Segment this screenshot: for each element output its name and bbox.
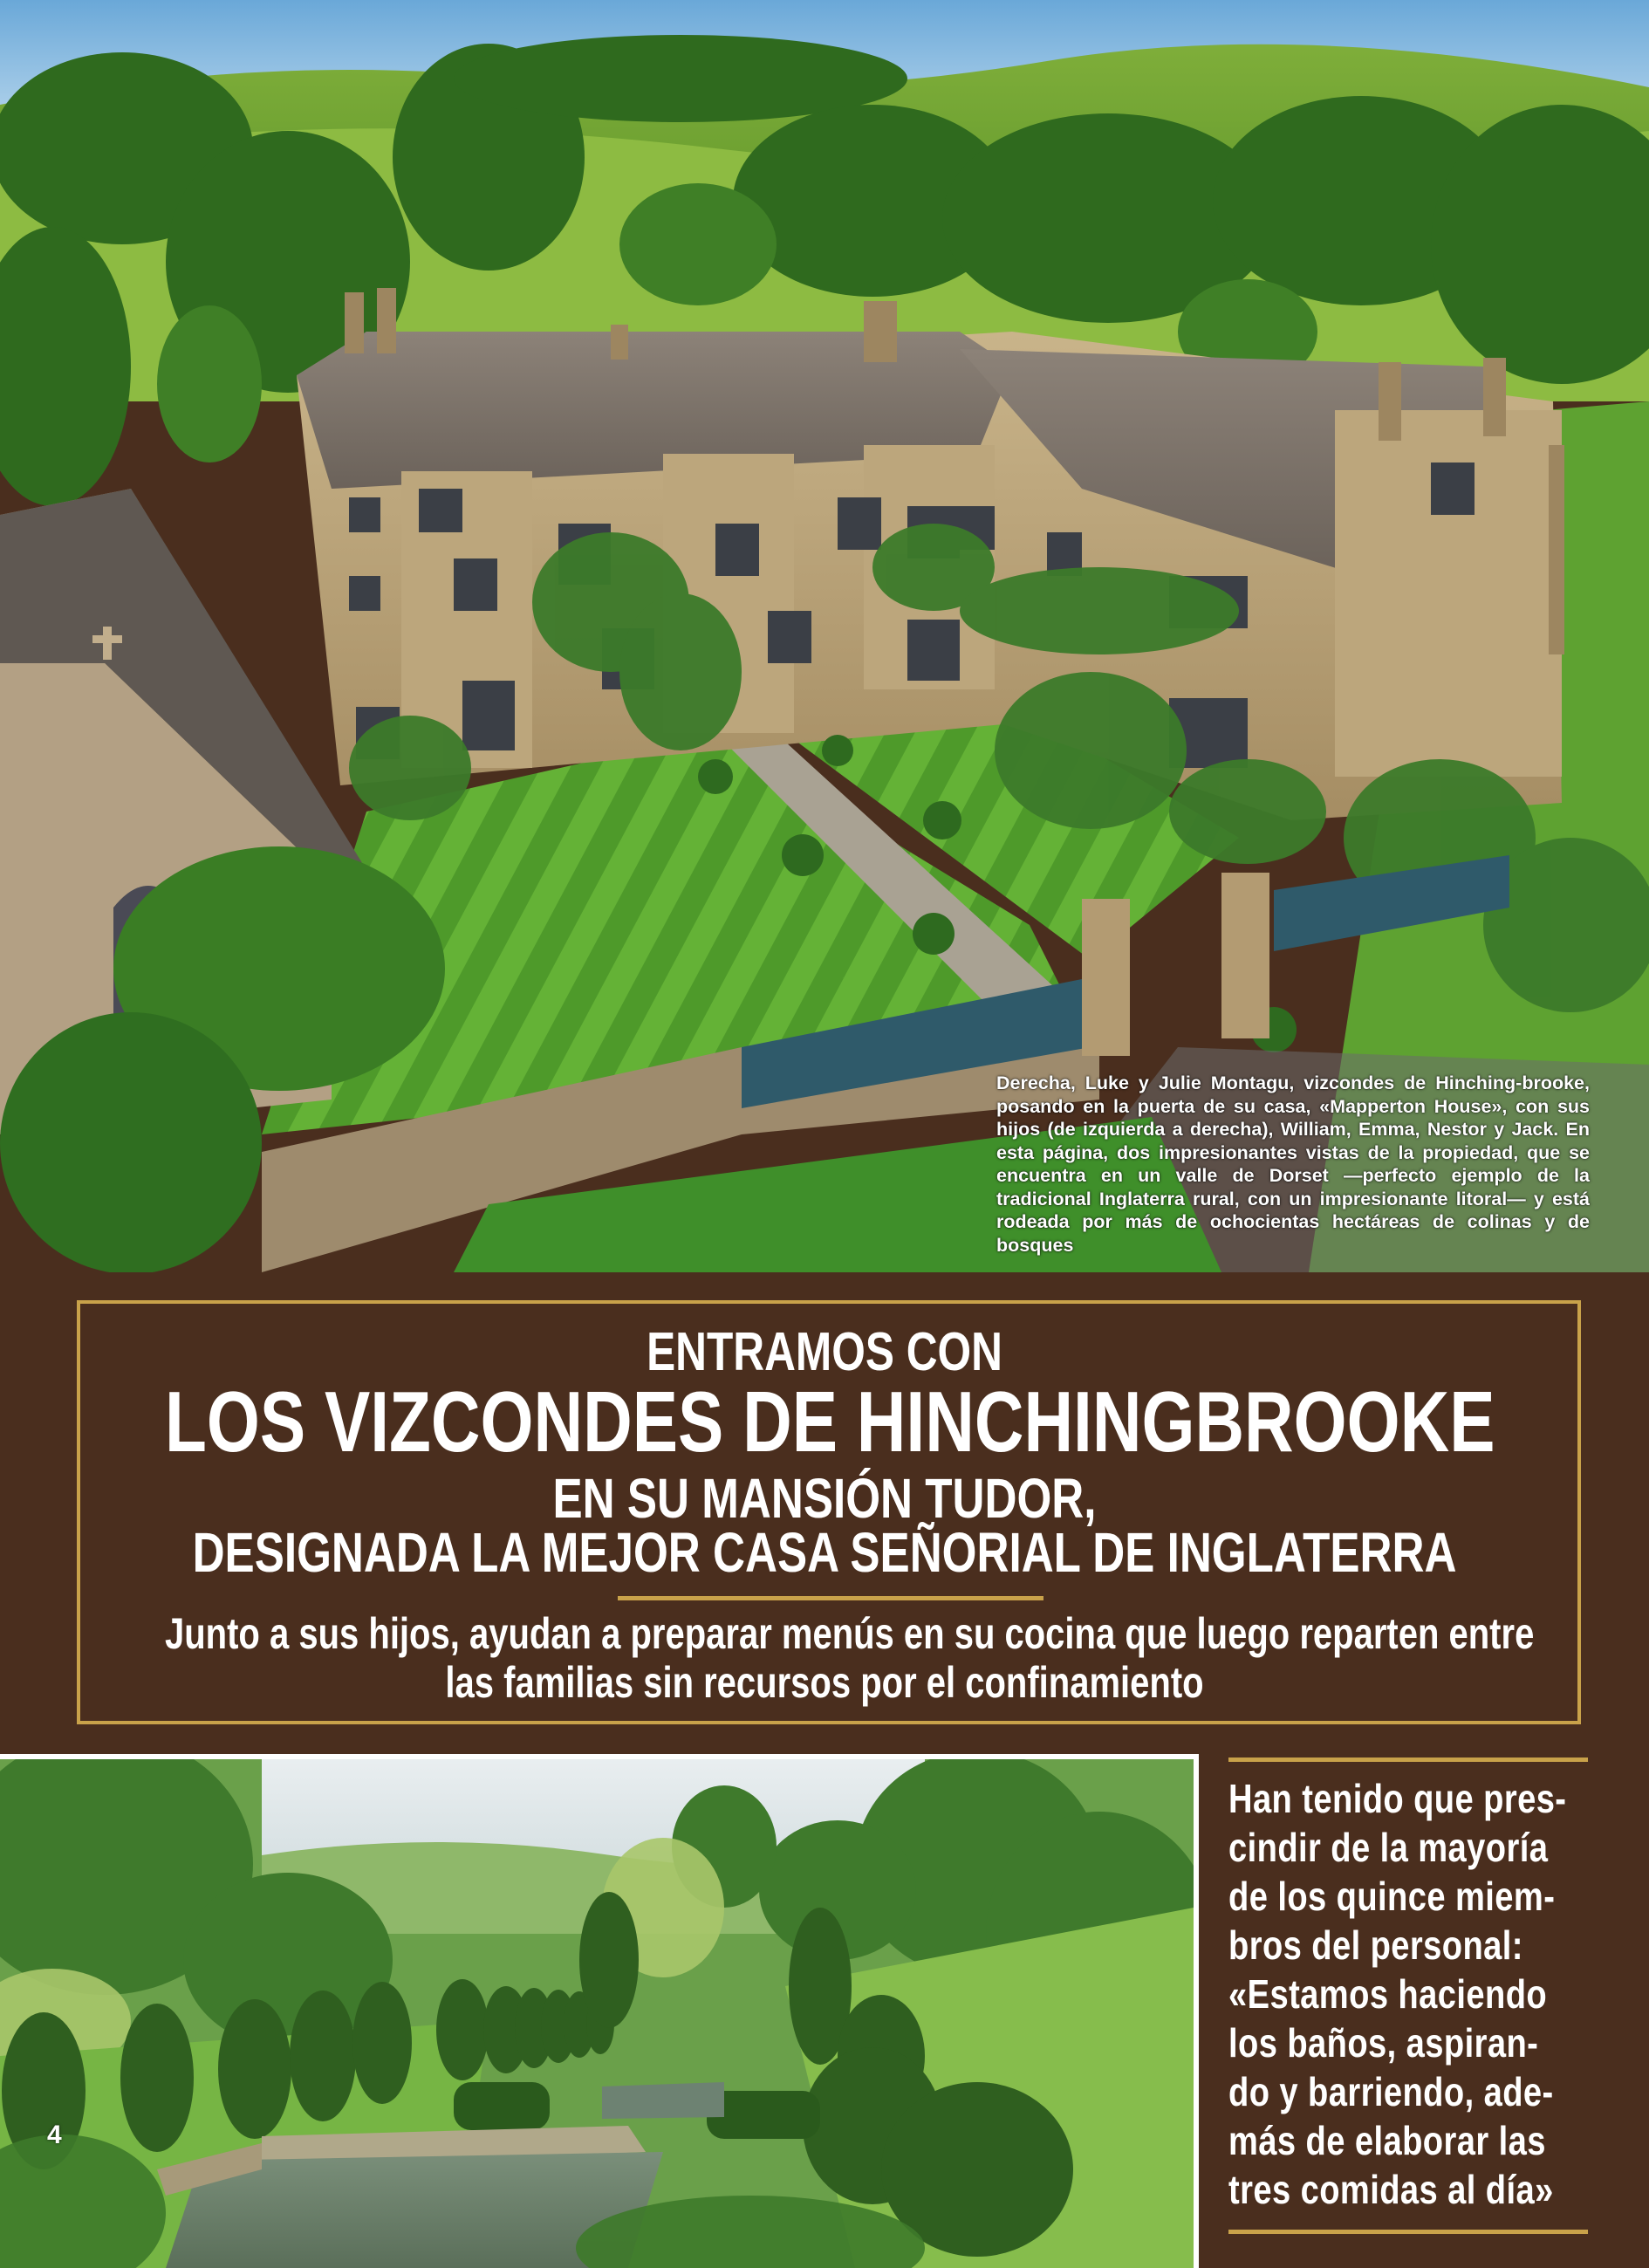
pull-quote-line: más de elaborar las [1228,2118,1546,2163]
pull-quote-line: tres comidas al día» [1228,2167,1554,2212]
headline-kicker: ENTRAMOS CON [647,1322,1002,1382]
headline-dek-line-1: EN SU MANSIÓN TUDOR, [552,1467,1097,1530]
subheadline-line-2: las familias sin recursos por el confinamiento [445,1658,1204,1707]
pull-quote-line: cindir de la mayoría [1228,1825,1549,1870]
pull-quote-line: Han tenido que pres- [1228,1776,1567,1821]
pull-quote-line: do y barriendo, ade- [1228,2069,1554,2114]
pull-quote-line: de los quince miem- [1228,1874,1556,1919]
page-number: 4 [47,2121,62,2149]
subheadline-line-1: Junto a sus hijos, ayudan a preparar menús en su cocina que luego reparten entre [165,1609,1535,1658]
pull-quote [1228,1758,1588,2234]
headline-dek-line-2: DESIGNADA LA MEJOR CASA SEÑORIAL DE INGLATERRA [192,1521,1457,1584]
pull-quote-line: los baños, aspiran- [1228,2020,1539,2066]
pull-quote-line: bros del personal: [1228,1922,1523,1968]
gold-divider [618,1596,1043,1600]
pull-quote-line: «Estamos haciendo [1228,1971,1548,2017]
photo-caption: Derecha, Luke y Julie Montagu, vizcondes de Hinching-brooke, posando en la puerta de su casa, «Mapperton House», con sus hijos (de izquierda a derecha), William, Emma, Nestor y Jack. En esta página, dos impresionantes vistas de la propiedad, que se encuentra en un valle de Dorset —perfecto ejemplo de la tradicional Inglaterra rural, con un impresionante litoral— y está rodeada por más de ochocientas hectáreas de colinas y de bosques [996,1072,1590,1256]
main-headline: LOS VIZCONDES DE HINCHINGBROOKE [165,1374,1495,1470]
topiary-garden-photo [0,1754,1199,2268]
